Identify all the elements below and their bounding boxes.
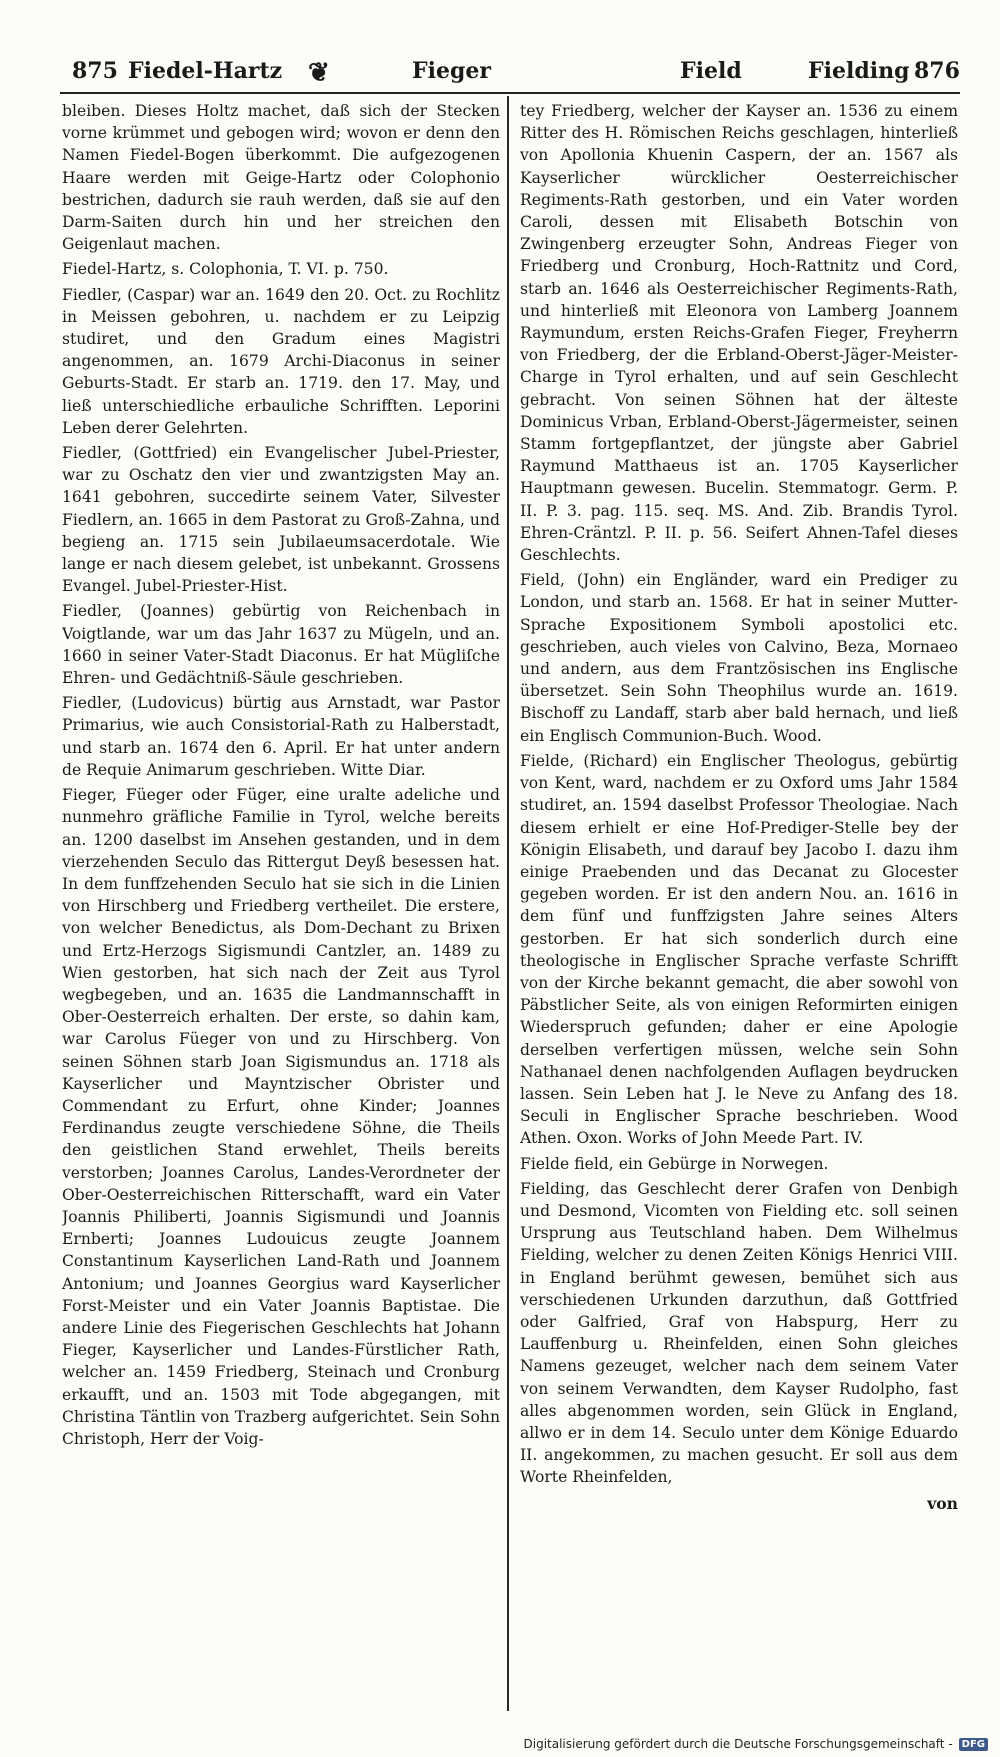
entry-paragraph: Field, (John) ein Engländer, ward ein Prediger zu London, und starb an. 1568. Er hat in seiner Mutter-Sprache Expositionem Symboli apostolici etc. geschrieben, auch vieles von Calvino, Beza, Mornaeo und andern, aus dem Frantzösischen ins Englische übersetzet. Sein Sohn Theophilus wurde an. 1619. Bischoff zu Landaff, starb aber bald hernach, und ließ ein Englisch Communion-Buch. Wood. <box>520 571 958 745</box>
header-term-left: Fiedel-Hartz <box>128 58 283 84</box>
catchword: von <box>927 1493 958 1513</box>
running-header <box>60 52 960 94</box>
header-term-right: Fielding <box>808 58 910 84</box>
dfg-logo-icon: DFG <box>959 1738 988 1751</box>
page-number-left: 875 <box>72 58 118 84</box>
entry-paragraph: Fiedler, (Ludovicus) bürtig aus Arnstadt, war Pastor Primarius, wie auch Consistorial-Rath zu Halberstadt, und starb an. 1674 den 6. April. Er hat unter andern de Requie Animarum geschrieben. Witte Diar. <box>62 694 500 779</box>
entry-paragraph: Fielding, das Geschlecht derer Grafen von Denbigh und Desmond, Vicomten von Fielding etc. soll seinen Ursprung aus Teutschland haben. Dem Wilhelmus Fielding, welcher zu denen Zeiten Königs Henrici VIII. in England berühmt gewesen, bemühet sich aus verschiedenen Urkunden darzuthun, daß Gottfried oder Galfried, Graf von Habspurg, Herr zu Lauffenburg u. Rheinfelden, einen Sohn gleiches Namens gezeuget, welcher nach dem seinem Vater von seinem Verwandten, dem Kayser Rudolpho, fast alles abgenommen worden, sein Glück in England, allwo er in dem 14. Seculo unter dem Könige Eduardo II. angekommen, zu machen gesucht. Er soll aus dem Worte Rheinfelden, <box>520 1179 958 1487</box>
right-column <box>520 100 958 1705</box>
entry-paragraph: tey Friedberg, welcher der Kayser an. 1536 zu einem Ritter des H. Römischen Reichs geschlagen, hinterließ von Apollonia Khuenin Caspern, der an. 1567 als Kayserlicher würcklicher Oesterreichischer Regiments-Rath gestorben, und ein Vater worden Caroli, dessen mit Elisabeth Botschin von Zwingenberg erzeugter Sohn, Andreas Fieger von Friedberg und Cronburg, Hoch-Rattnitz und Cord, starb an. 1646 als Oesterreichischer Regiments-Rath, und hinterließ mit Eleonora von Lamberg Joannem Raymundum, ersten Reichs-Grafen Fieger, Freyherrn von Friedberg, der die Erbland-Oberst-Jäger-Meister-Charge in Tyrol erhalten, und auf sein Geschlecht gebracht. Von seinen Söhnen hat der älteste Dominicus Vrban, Erbland-Oberst-Jägermeister, seinen Stamm fortgepflantzet, der jüngste aber Gabriel Raymund Matthaeus ist an. 1705 Kayserlicher Hauptmann gewesen. Bucelin. Stemmatogr. Germ. P. II. P. 3. pag. 115. seq. MS. And. Zib. Brandis Tyrol. Ehren-Cräntzl. P. II. p. 56. Seifert Ahnen-Tafel dieses Geschlechts. <box>520 102 958 565</box>
page-number-right: 876 <box>914 58 960 84</box>
entry-paragraph: Fiedler, (Gottfried) ein Evangelischer Jubel-Priester, war zu Oschatz den vier und zwantzigsten May an. 1641 gebohren, succedirte seinem Vater, Silvester Fiedlern, an. 1665 in dem Pastorat zu Groß-Zahna, und begieng an. 1715 sein Jubilaeumsacerdotale. Wie lange er nach diesem gelebet, ist unbekannt. Grossens Evangel. Jubel-Priester-Hist. <box>62 444 500 596</box>
entry-paragraph: Fiedler, (Joannes) gebürtig von Reichenbach in Voigtlande, war um das Jahr 1637 zu Mügeln, und an. 1660 in seiner Vater-Stadt Diaconus. Er hat Mügliſche Ehren- und Gedächtniß-Säule geschrieben. <box>62 602 500 688</box>
entry-paragraph: Fieger, Füeger oder Füger, eine uralte adeliche und nunmehro gräfliche Familie in Tyrol, welche bereits an. 1200 daselbst im Ansehen gestanden, und in dem vierzehenden Seculo das Rittergut Deyß besessen hat. In dem funffzehenden Seculo hat sie sich in die Linien von Hirschberg und Friedberg vertheilet. Die erstere, von welcher Benedictus, als Dom-Dechant zu Brixen und Ertz-Herzogs Sigismundi Cantzler, an. 1489 zu Wien gestorben, hat sich nach der Zeit aus Tyrol wegbegeben, und an. 1635 die Landmannschafft in Ober-Oesterreich erhalten. Der erste, so dahin kam, war Carolus Füeger von und zu Hirschberg. Von seinen Söhnen starb Joan Sigismundus an. 1718 als Kayserlicher und Mayntzischer Obrister und Commendant zu Erfurt, ohne Kinder; Joannes Ferdinandus zeugte verschiedene Söhne, die Theils den geistlichen Stand erwehlet, Theils bereits verstorben; Joannes Carolus, Landes-Verordneter der Ober-Oesterreichischen Ritterschafft, ward ein Vater Joannis Philiberti, Joannis Sigismundi und Joannis Ernberti; Joannes Ludouicus zeugte Joannem Constantinum Kayserlichen Land-Rath und Joannem Antonium; und Joannes Georgius ward Kayserlicher Forst-Meister und ein Vater Joannis Baptistae. Die andere Linie des Fiegerischen Geschlechts hat Johann Fieger, Kayserlicher und Landes-Fürstlicher Rath, welcher an. 1459 Friedberg, Steinach und Cronburg erkaufft, und an. 1503 mit Tode abgegangen, mit Christina Täntlin von Trazberg aufgerichtet. Sein Sohn Christoph, Herr der Voig- <box>62 786 500 1448</box>
left-column <box>62 100 500 1705</box>
footer-text: Digitalisierung gefördert durch die Deutsche Forschungsgemeinschaft - <box>523 1737 953 1751</box>
entry-paragraph: Fielde, (Richard) ein Englischer Theologus, gebürtig von Kent, ward, nachdem er zu Oxford ums Jahr 1584 studiret, an. 1594 daselbst Professor Theologiae. Nach diesem erhielt er eine Hof-Prediger-Stelle bey der Königin Elisabeth, und darauf bey Jacobo I. dazu ihm einige Praebenden und das Decanat zu Glocester gegeben worden. Er ist den andern Nou. an. 1616 in dem fünf und funffzigsten Jahre seines Alters gestorben. Er hat sich sonderlich durch eine theologische in Englischer Sprache verfaste Schrifft von der Kirche bekannt gemacht, die aber sowohl von Päbstlicher Seite, als von einigen Reformirten einigen Wiederspruch gefunden; daher er eine Apologie derselben verfertigen müssen, welche sein Sohn Nathanael denen nachfolgenden Auflagen beydrucken lassen. Sein Leben hat J. le Neve zu Anfang des 18. Seculi in Englischer Sprache beschrieben. Wood Athen. Oxon. Works of John Meede Part. IV. <box>520 751 958 1148</box>
entry-paragraph: bleiben. Dieses Holtz machet, daß sich der Stecken vorne krümmet und gebogen wird; wovon er denn den Namen Fiedel-Bogen überkommt. Die aufgezogenen Haare werden mit Geige-Hartz oder Colophonio bestrichen, dadurch sie rauh werden, daß sie auf den Darm-Saiten durch hin und her streichen den Geigenlaut machen. <box>62 102 500 254</box>
entry-paragraph: Fiedel-Hartz, s. Colophonia, T. VI. p. 750. <box>62 260 389 279</box>
entry-paragraph: Fiedler, (Caspar) war an. 1649 den 20. Oct. zu Rochlitz in Meissen gebohren, u. nachdem er zu Leipzig studiret, und den Gradum eines Magistri angenommen, an. 1679 Archi-Diaconus in seiner Geburts-Stadt. Er starb an. 1719. den 17. May, und ließ unterschiedliche erbauliche Schrifften. Leporini Leben derer Gelehrten. <box>62 285 500 437</box>
header-ornament-icon: ❦ <box>308 58 330 88</box>
header-term-left-second: Fieger <box>412 58 491 84</box>
header-term-right-first: Field <box>680 58 742 84</box>
digitization-footer <box>524 1737 989 1751</box>
column-divider <box>507 96 509 1711</box>
entry-paragraph: Fielde field, ein Gebürge in Norwegen. <box>520 1154 829 1173</box>
